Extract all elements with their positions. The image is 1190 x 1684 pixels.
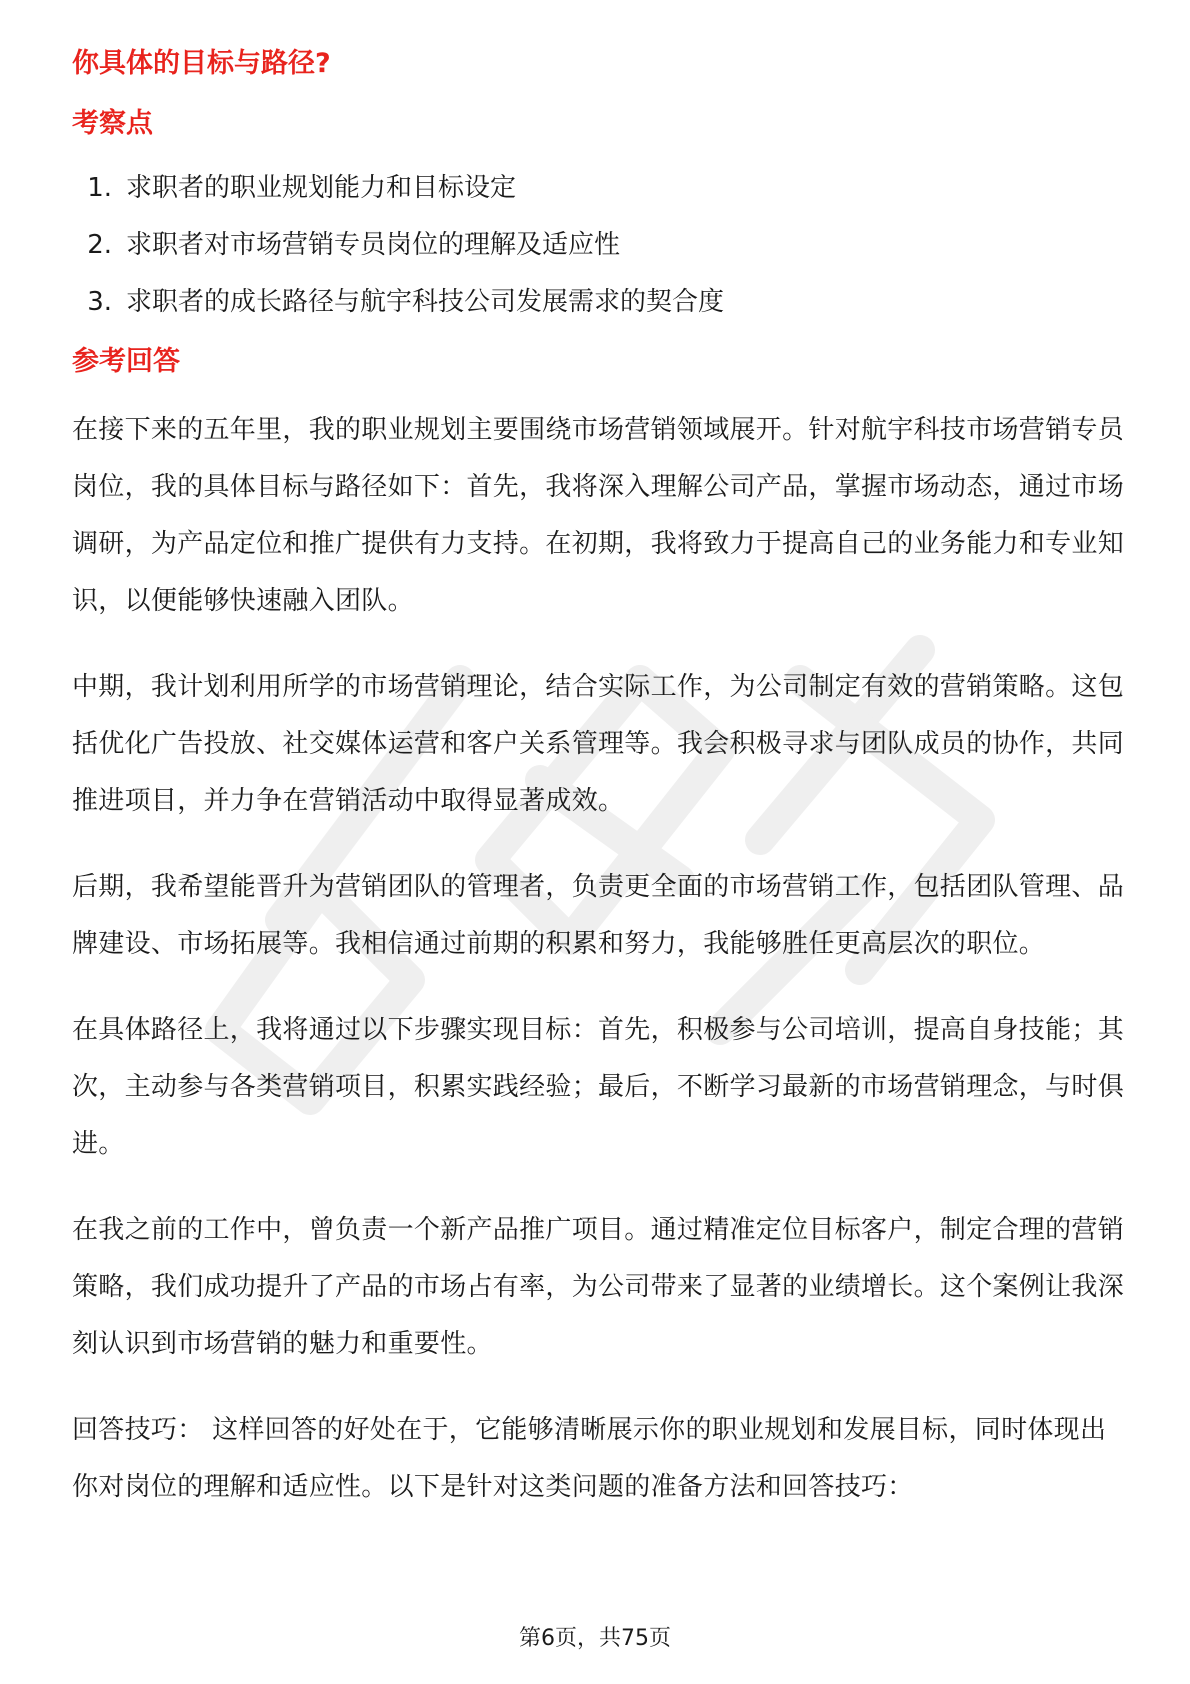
answer-paragraph-5: 在我之前的工作中，曾负责一个新产品推广项目。通过精准定位目标客户，制定合理的营销策略，我们成功提升了产品的市场占有率，为公司带来了显著的业绩增长。这个案例让我深刻认识到市场营销的魅力和重要性。 bbox=[72, 1215, 1125, 1359]
question-heading: 你具体的目标与路径? bbox=[72, 48, 331, 79]
list-item-number: 3. bbox=[87, 287, 112, 317]
reference-answer-title: 参考回答 bbox=[72, 346, 180, 377]
exam-points-list bbox=[72, 168, 1132, 322]
list-item-number: 2. bbox=[87, 230, 112, 260]
list-item-text: 求职者对市场营销专员岗位的理解及适应性 bbox=[126, 230, 621, 260]
answer-tips-paragraph: 回答技巧： 这样回答的好处在于，它能够清晰展示你的职业规划和发展目标，同时体现出你对岗位的理解和适应性。以下是针对这类问题的准备方法和回答技巧： bbox=[72, 1415, 1107, 1502]
answer-paragraph-4: 在具体路径上，我将通过以下步骤实现目标：首先，积极参与公司培训，提高自身技能；其次，主动参与各类营销项目，积累实践经验；最后，不断学习最新的市场营销理念，与时俱进。 bbox=[72, 1015, 1125, 1159]
answer-paragraph-1: 在接下来的五年里，我的职业规划主要围绕市场营销领域展开。针对航宇科技市场营销专员岗位，我的具体目标与路径如下：首先，我将深入理解公司产品，掌握市场动态，通过市场调研，为产品定位和推广提供有力支持。在初期，我将致力于提高自己的业务能力和专业知识，以便能够快速融入团队。 bbox=[72, 415, 1125, 616]
answer-paragraph-2: 中期，我计划利用所学的市场营销理论，结合实际工作，为公司制定有效的营销策略。这包括优化广告投放、社交媒体运营和客户关系管理等。我会积极寻求与团队成员的协作，共同推进项目，并力争在营销活动中取得显著成效。 bbox=[72, 672, 1125, 816]
list-item bbox=[72, 168, 1132, 208]
list-item-text: 求职者的职业规划能力和目标设定 bbox=[126, 173, 517, 203]
exam-points-title: 考察点 bbox=[72, 108, 153, 139]
list-item-text: 求职者的成长路径与航宇科技公司发展需求的契合度 bbox=[126, 287, 725, 317]
list-item bbox=[72, 225, 1132, 265]
answer-paragraph-3: 后期，我希望能晋升为营销团队的管理者，负责更全面的市场营销工作，包括团队管理、品牌建设、市场拓展等。我相信通过前期的积累和努力，我能够胜任更高层次的职位。 bbox=[72, 872, 1125, 959]
list-item-number: 1. bbox=[87, 173, 112, 203]
list-item bbox=[72, 282, 1132, 322]
page-number: 第6页，共75页 bbox=[519, 1626, 671, 1651]
document-content bbox=[72, 44, 1132, 1516]
